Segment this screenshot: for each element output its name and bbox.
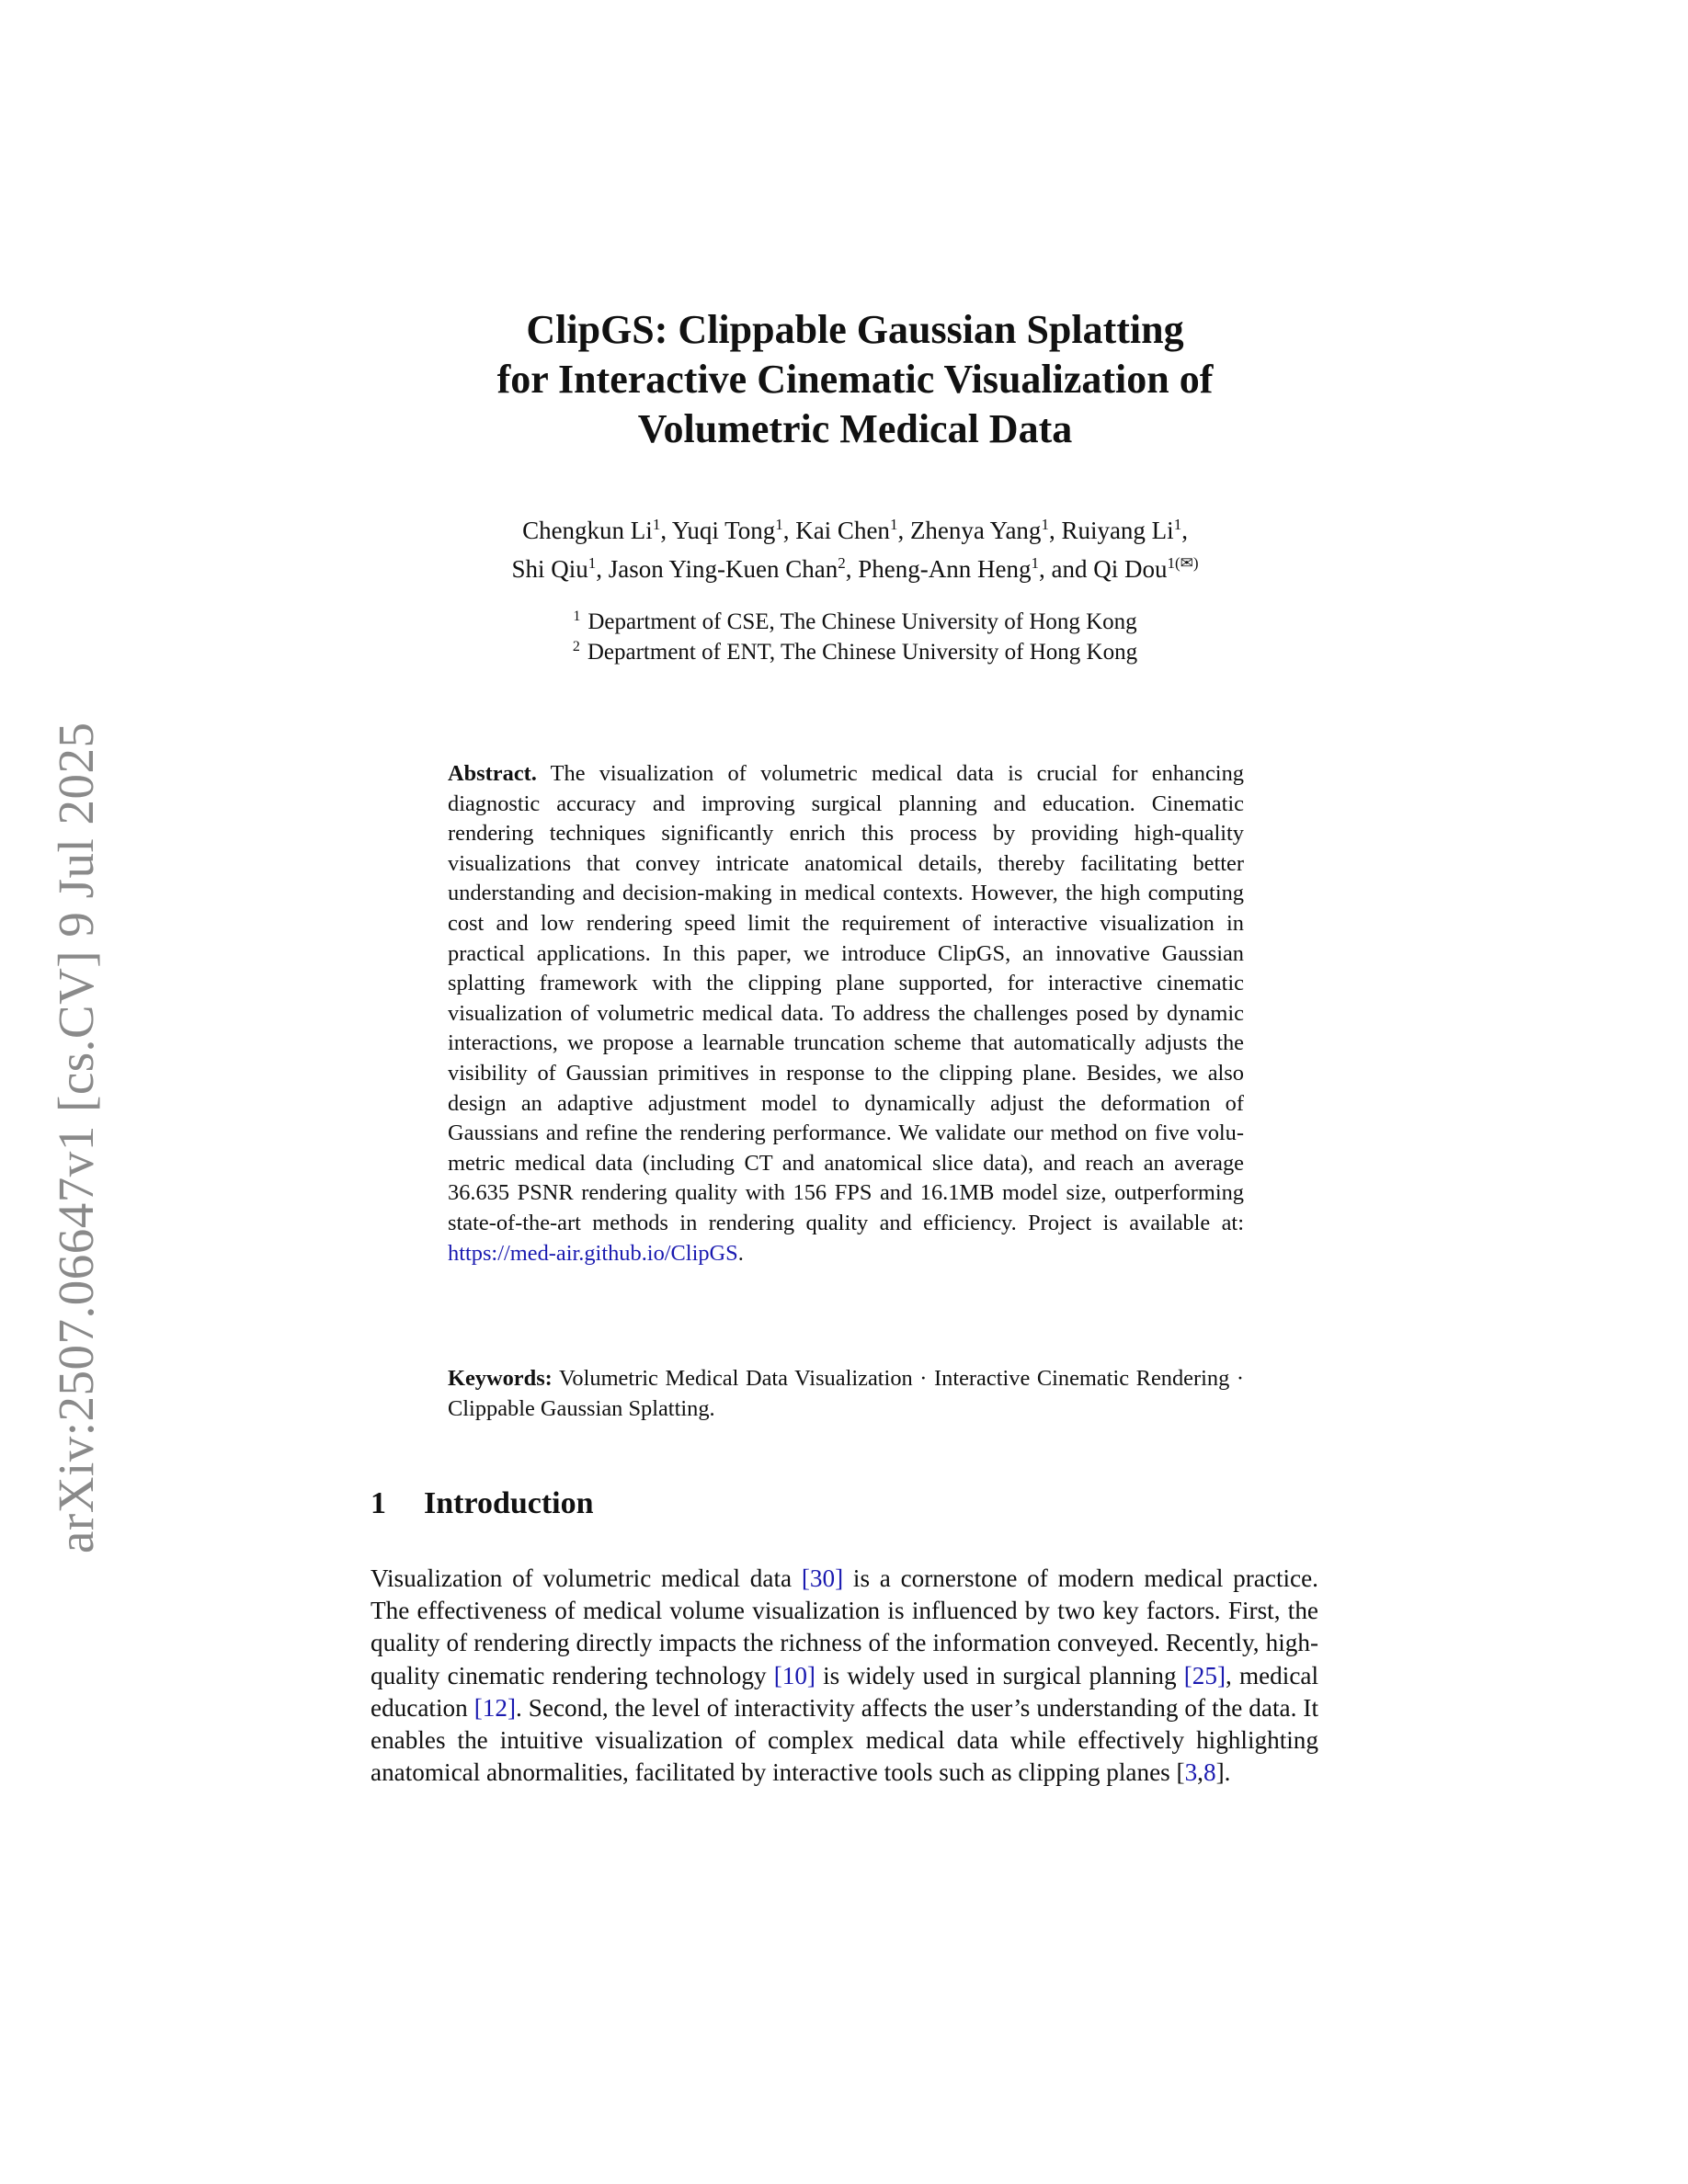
project-link[interactable]: https://med-air.github.io/ClipGS [448, 1240, 738, 1266]
title-line: Volumetric Medical Data [637, 406, 1073, 451]
abstract-label: Abstract. [448, 761, 537, 786]
affiliation: $^1$ Department of CSE, The Chinese University of Hong Kong [573, 608, 1137, 634]
author: Shi Qiu$^1$ [511, 554, 597, 583]
author: Zhenya Yang$^1$ [909, 516, 1049, 544]
section-title: Introduction [424, 1486, 594, 1520]
author: Ruiyang Li$^1$ [1061, 516, 1182, 544]
keywords-text: Volumetric Medical Data Visualization · Interactive Cinematic Rendering · Clippable Gaussian Splatting. [448, 1366, 1244, 1421]
author: Chengkun Li$^1$ [522, 516, 661, 544]
citation-link[interactable]: 3 [1184, 1758, 1198, 1787]
affiliation: $^2$ Department of ENT, The Chinese University of Hong Kong [572, 638, 1138, 665]
paper-title [395, 305, 1315, 454]
citation-link[interactable]: [25] [1183, 1661, 1226, 1689]
citation-link[interactable]: [30] [801, 1564, 844, 1592]
affiliations [395, 607, 1315, 667]
author: Jason Ying-Kuen Chan$^2$ [608, 554, 846, 583]
keywords [448, 1364, 1244, 1424]
abstract: Abstract. The visualization of volumetric medical data is crucial for enhancing diagnostic accuracy and improving surgical planning and education. Cinematic rendering techniques significantly enrich this process by providing high-quality visualizations that convey intricate anatomical details, thereby facilitating better understanding and decision-making in medical contexts. However, the high computing cost and low rendering speed limit the requirement of interactive visualization in practical applications. In this paper, we introduce ClipGS, an innovative Gaussian splatting framework with the clipping plane supported, for interactive cinematic visualization of volumetric medical data. To address the challenges posed by dynamic interactions, we propose a learnable truncation scheme that automatically adjusts the visibility of Gaussian primitives in response to the clipping plane. Besides, we also design an adaptive adjustment model to dynamically adjust the deformation of Gaussians and refine the rendering performance. We validate our method on five volumetric medical data (including CT and anatomical slice data), and reach an average 36.635 PSNR rendering quality with 156 FPS and 16.1MB model size, outperforming state-of-the-art methods in rendering quality and efficiency. Project is available at: https://med-air.github.io/ClipGS. [448, 761, 1244, 1266]
section-heading [371, 1484, 922, 1524]
keywords-label: Keywords: [448, 1366, 553, 1391]
author-and: and [1051, 555, 1088, 583]
citation-link[interactable]: [10] [773, 1661, 815, 1689]
author: Yuqi Tong$^1$ [671, 516, 783, 544]
author-list: Chengkun Li$^1$, Yuqi Tong$^1$, Kai Chen$^1$, Zhenya Yang$^1$, Ruiyang Li$^1$, Shi Qiu$^1$, Jason Ying-Kuen Chan$^2$, Pheng-Ann Heng$^1$, and Qi Dou$^{1(✉)}$ [511, 516, 1199, 583]
section-number: 1 [371, 1486, 386, 1520]
citation-link[interactable]: 8 [1203, 1758, 1216, 1787]
author: Pheng-Ann Heng$^1$ [858, 554, 1039, 583]
title-line: for Interactive Cinematic Visualization of [496, 357, 1214, 402]
citation-link[interactable]: [12] [473, 1693, 516, 1722]
abstract-text: The visualization of volumetric medical data is crucial for enhancing diagnostic accuracy and improving surgical planning and education. Cinematic rendering techniques significantly enrich this process by providing high-quality visualizations that convey intricate anatomical details, thereby facilitating better understanding and decision-making in medical contexts. However, the high computing cost and low rendering speed limit the requirement of interactive visualization in practical applications. In this paper, we introduce ClipGS, an innovative Gaussian splatting framework with the clipping plane supported, for interactive cinematic visualization of volumetric medical data. To address the challenges posed by dynamic interactions, we propose a learnable truncation scheme that automatically adjusts the visibility of Gaussian primitives in response to the clipping plane. Besides, we also design an adaptive adjustment model to dynamically adjust the deformation of Gaussians and refine the rendering performance. We validate our method on five volumetric medical data (including CT and anatomical slice data), and reach an average 36.635 PSNR rendering quality with 156 FPS and 16.1MB model size, outperforming state-of-the-art methods in rendering quality and efficiency. Project is available at: [448, 761, 1244, 1235]
arxiv-identifier: arXiv:2507.06647v1 [cs.CV] 9 Jul 2025 [48, 722, 104, 1553]
author: Qi Dou$^{1(✉)}$ [1093, 554, 1199, 583]
intro-paragraph: Visualization of volumetric medical data [30] is a cornerstone of modern medical practice. The effectiveness of medical volume visualization is influenced by two key factors. First, the quality of rendering directly impacts the richness of the information conveyed. Recently, high-quality cinematic rendering technology [10] is widely used in surgical planning [25], medical education [12]. Second, the level of interactivity affects the user’s understanding of the data. It enables the intuitive visualization of complex medical data while effectively highlighting anatomical abnormalities, facilitated by interactive tools such as clipping planes [3,8]. [371, 1564, 1319, 1787]
author: Kai Chen$^1$ [795, 516, 898, 544]
title-line: ClipGS: Clippable Gaussian Splatting [526, 307, 1184, 352]
corresponding-mail-icon: 1(✉) [1167, 554, 1199, 572]
